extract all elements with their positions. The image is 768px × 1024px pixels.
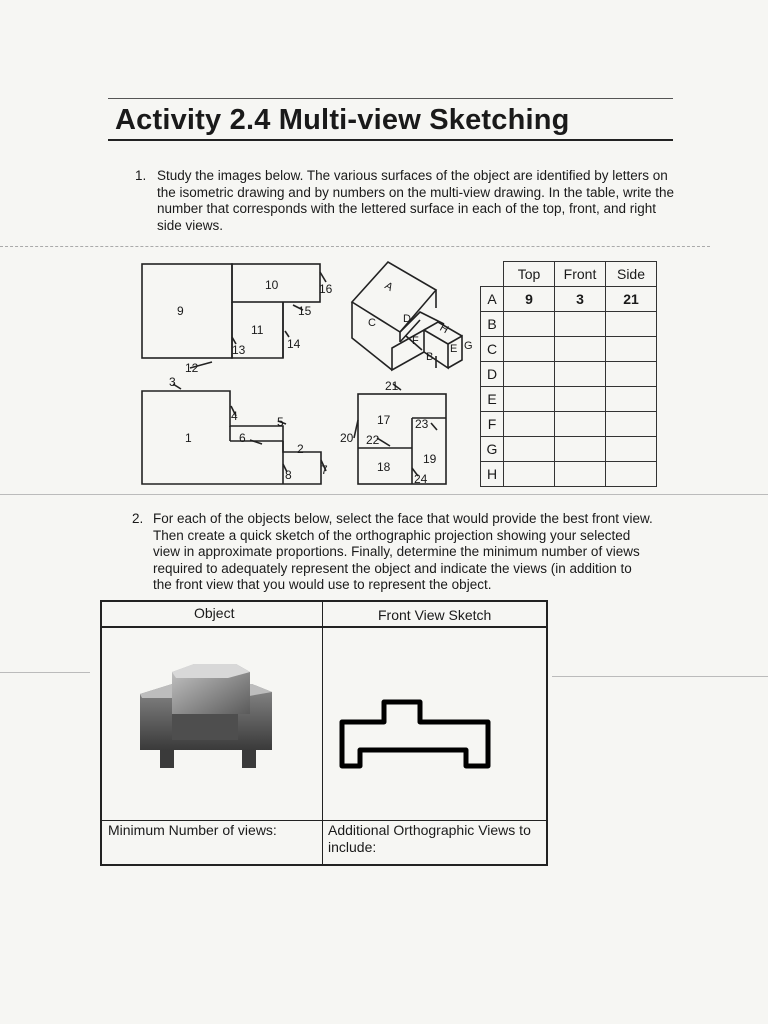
header-front: Front [555, 262, 606, 287]
answer-cell[interactable] [504, 437, 555, 462]
answer-cell[interactable] [555, 337, 606, 362]
label-23: 23 [415, 417, 429, 431]
label-18: 18 [377, 460, 391, 474]
label-19: 19 [423, 452, 437, 466]
header-top: Top [504, 262, 555, 287]
iso-label-a: A [382, 279, 395, 294]
label-9: 9 [177, 304, 184, 318]
answer-cell[interactable] [606, 312, 657, 337]
answer-cell[interactable] [555, 312, 606, 337]
front-view-outline [142, 391, 321, 484]
table-row [481, 362, 657, 387]
label-21: 21 [385, 379, 399, 393]
row-letter: H [481, 462, 504, 487]
label-2: 2 [297, 442, 304, 456]
table-row [481, 462, 657, 487]
label-22: 22 [366, 433, 380, 447]
answer-cell[interactable] [504, 412, 555, 437]
object-image [132, 662, 282, 782]
table-row [481, 412, 657, 437]
row-letter: D [481, 362, 504, 387]
label-15: 15 [298, 304, 312, 318]
answer-cell[interactable] [504, 362, 555, 387]
label-17: 17 [377, 413, 391, 427]
answer-cell[interactable] [504, 337, 555, 362]
iso-label-c: C [368, 317, 376, 329]
label-3: 3 [169, 375, 176, 389]
iso-label-h: H [437, 321, 451, 337]
label-5: 5 [277, 415, 284, 429]
page-title: Activity 2.4 Multi-view Sketching [115, 104, 570, 136]
divider [0, 246, 710, 247]
answer-table [480, 261, 657, 487]
row-letter: E [481, 387, 504, 412]
question-1-number: 1. [135, 168, 147, 183]
question-2-text: For each of the objects below, select the face that would provide the best front view. Then create a quick sketch of the orthographic projection showing your selected view in approximate proportions. Finally, determine the minimum number of views required to adequately represent the object and indicate the views (in addition to the front view that you would use to represent the object. [153, 511, 653, 592]
answer-cell[interactable] [555, 362, 606, 387]
label-20: 20 [340, 431, 354, 445]
label-16: 16 [319, 282, 333, 296]
iso-label-g: G [464, 340, 473, 352]
object-column-header: Object [194, 605, 235, 621]
iso-label-b: B [426, 351, 434, 363]
label-10: 10 [265, 278, 279, 292]
answer-cell[interactable] [606, 437, 657, 462]
label-6: 6 [239, 431, 246, 445]
table-row [481, 287, 657, 312]
header-side: Side [606, 262, 657, 287]
answer-cell[interactable] [555, 437, 606, 462]
table-row [481, 437, 657, 462]
row-letter: C [481, 337, 504, 362]
answer-cell[interactable]: 9 [504, 287, 555, 312]
title-underline [108, 139, 673, 141]
iso-label-d: D [403, 313, 411, 325]
label-13: 13 [232, 343, 246, 357]
label-1: 1 [185, 431, 192, 445]
row-letter: G [481, 437, 504, 462]
question-1-text: Study the images below. The various surfaces of the object are identified by letters on the isometric drawing and by numbers on the multi-view drawing. In the table, write the number that corresponds with the lettered surface in each of the top, front, and right side views. [157, 168, 675, 233]
answer-cell[interactable] [555, 387, 606, 412]
divider [0, 494, 768, 495]
answer-cell[interactable] [504, 387, 555, 412]
table-row [481, 337, 657, 362]
answer-cell[interactable] [606, 362, 657, 387]
row-letter: F [481, 412, 504, 437]
answer-cell[interactable] [555, 412, 606, 437]
top-rule [108, 98, 673, 99]
additional-views-label: Additional Orthographic Views to include: [328, 822, 531, 855]
answer-cell[interactable]: 21 [606, 287, 657, 312]
label-14: 14 [287, 337, 301, 351]
isometric-drawing [340, 252, 480, 382]
top-view-left-face [142, 264, 232, 358]
label-4: 4 [231, 409, 238, 423]
answer-cell[interactable] [504, 312, 555, 337]
label-8: 8 [285, 468, 292, 482]
minimum-views-label: Minimum Number of views: [108, 822, 277, 838]
question-2-number: 2. [132, 511, 144, 526]
row-letter: B [481, 312, 504, 337]
label-24: 24 [414, 472, 428, 486]
front-view-column-header: Front View Sketch [378, 607, 492, 623]
answer-cell[interactable] [504, 462, 555, 487]
label-12: 12 [185, 361, 199, 375]
front-view-sketch [338, 694, 518, 790]
table-row [481, 387, 657, 412]
table-row [481, 312, 657, 337]
answer-cell[interactable] [555, 462, 606, 487]
answer-cell[interactable] [606, 412, 657, 437]
answer-cell[interactable] [606, 387, 657, 412]
answer-cell[interactable]: 3 [555, 287, 606, 312]
row-letter: A [481, 287, 504, 312]
answer-cell[interactable] [606, 462, 657, 487]
label-11: 11 [251, 323, 264, 337]
object-table [100, 600, 548, 866]
iso-label-e: E [450, 343, 458, 355]
iso-label-f: F [412, 335, 419, 347]
label-7: 7 [321, 463, 328, 477]
answer-cell[interactable] [606, 337, 657, 362]
